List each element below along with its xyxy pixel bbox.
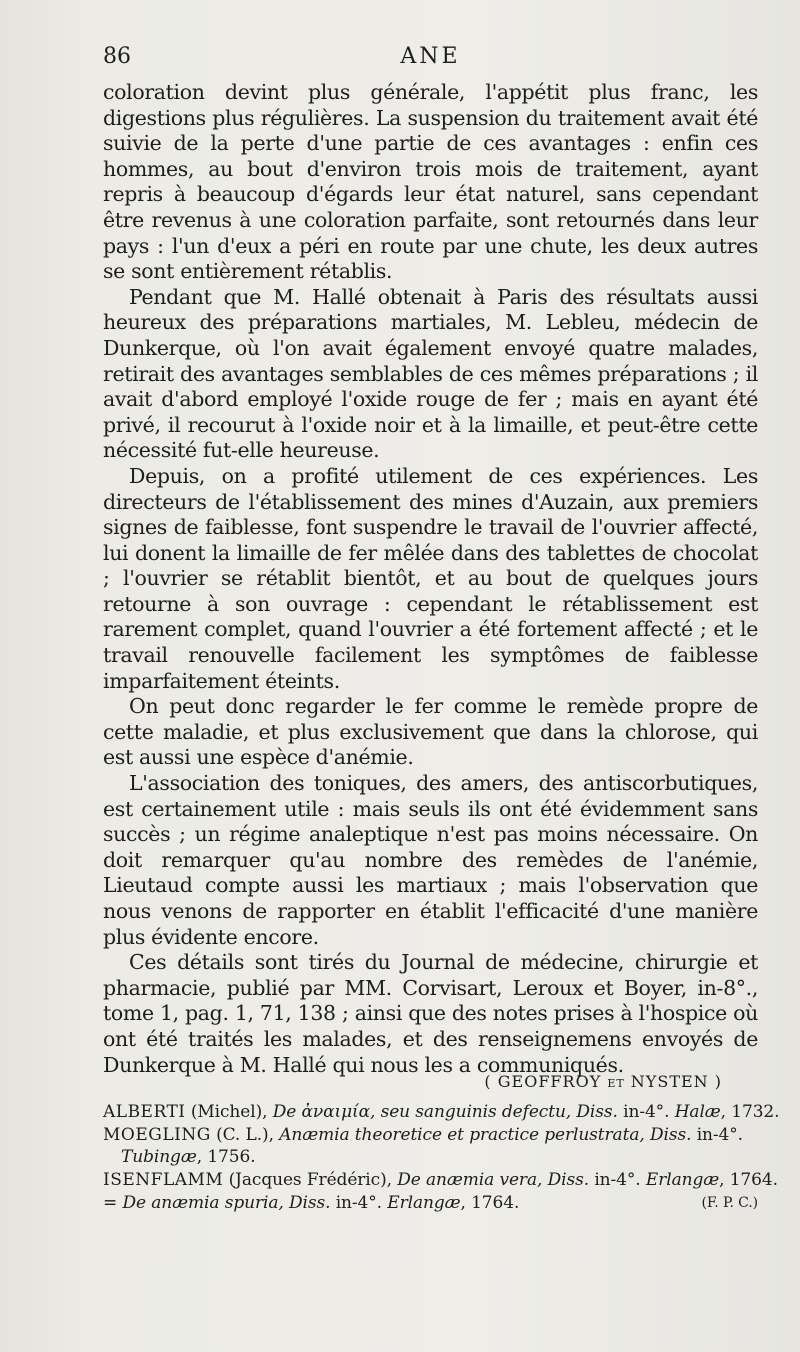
bibliography [103, 1101, 783, 1215]
entry-year: , 1764. [719, 1170, 778, 1190]
contributor-initials: (F. P. C.) [701, 1195, 758, 1211]
entry-format: in-4°. [589, 1170, 646, 1190]
running-title: ANE [400, 44, 461, 69]
entry-title: De anæmia vera, Diss. [397, 1170, 590, 1190]
bibliography-entry [103, 1101, 783, 1123]
entry-place: Halæ [674, 1102, 721, 1122]
article-body [103, 80, 758, 1078]
bibliography-entry [103, 1124, 783, 1168]
bibliography-entry [103, 1192, 783, 1214]
paragraph: Depuis, on a profité utilement de ces expériences. Les directeurs de l'établissement des mines d'Auzain, aux premiers signes de faiblesse, font suspendre le travail de l'ouvrier affecté, lui donent la limaille de fer mêlée dans des tablettes de chocolat ; l'ouvrier se rétablit bientôt, et au bout de quelques jours retourne à son ouvrage : cependant le rétablissement est rarement complet, quand l'ouvrier a été fortement affecté ; et le travail renouvelle facilement les symptômes de faiblesse imparfaitement éteints. [103, 463, 758, 693]
entry-author-detail: (Michel), [185, 1102, 273, 1122]
entry-format: in-4°. [617, 1102, 675, 1122]
paragraph: coloration devint plus générale, l'appétit plus franc, les digestions plus régulières. La suspension du traitement avait été suivie de la perte d'une partie de ces avantages : enfin ces hommes, au bout d'environ trois mois de traitement, ayant repris à beaucoup d'égards leur état naturel, sans cependant être revenus à une coloration parfaite, sont retournés dans leur pays : l'un d'eux a péri en route par une chute, les deux autres se sont entièrement rétablis. [103, 80, 758, 284]
entry-author: ALBERTI [103, 1102, 186, 1122]
entry-place: Tubingæ [121, 1147, 197, 1167]
entry-author: MOEGLING [103, 1125, 211, 1145]
entry-title: De anæmia spuria, Diss. [122, 1193, 331, 1213]
paragraph: Ces détails sont tirés du Journal de médecine, chirurgie et pharmacie, publié par MM. Corvisart, Leroux et Boyer, in-8°., tome 1, pag. 1, 71, 138 ; ainsi que des notes prises à l'hospice où ont été traités les malades, et des renseignemens envoyés de Dunkerque à M. Hallé qui nous les a communiqués. [103, 950, 758, 1077]
paragraph: On peut donc regarder le fer comme le remède propre de cette maladie, et plus exclusivement que dans la chlorose, qui est aussi une espèce d'anémie. [103, 694, 758, 770]
entry-year: , 1732. [720, 1102, 780, 1122]
entry-author: ISENFLAMM [103, 1170, 224, 1190]
entry-title: De ἀναιμία, seu sanguinis defectu, Diss. [272, 1102, 618, 1122]
entry-author-detail: (Jacques Frédéric), [223, 1170, 398, 1190]
entry-year: , 1756. [196, 1147, 256, 1167]
paragraph: L'association des toniques, des amers, des antiscorbutiques, est certainement utile : mais seuls ils ont été évidemment sans succès ; un régime analeptique n'est pas moins nécessaire. On doit remarquer qu'au nombre des remèdes de l'anémie, Lieutaud compte aussi les martiaux ; mais l'observation que nous venons de rapporter en établit l'efficacité d'une manière plus évidente encore. [103, 771, 758, 949]
paragraph: Pendant que M. Hallé obtenait à Paris des résultats aussi heureux des préparations martiales, M. Lebleu, médecin de Dunkerque, où l'on avait également envoyé quatre malades, retirait des avantages semblables de ces mêmes préparations ; il avait d'abord employé l'oxide rouge de fer ; mais en ayant été privé, il recourut à l'oxide noir et à la limaille, et peut-être cette nécessité fut-elle heureuse. [103, 284, 758, 463]
entry-place: Erlangæ [645, 1170, 720, 1190]
entry-title: Anæmia theoretice et practice perlustrata, Diss. [279, 1125, 692, 1145]
entry-author-detail: (C. L.), [210, 1125, 280, 1145]
bibliography-entry [103, 1169, 783, 1191]
entry-ditto-mark: = [103, 1193, 118, 1213]
entry-format: in-4°. [330, 1193, 388, 1213]
page-header [103, 44, 758, 76]
page-number: 86 [103, 44, 131, 69]
article-authors: ( GEOFFROY et NYSTEN ) [484, 1072, 722, 1091]
entry-format: in-4°. [691, 1125, 743, 1145]
entry-year: , 1764. [460, 1193, 520, 1213]
entry-place: Erlangæ [387, 1193, 461, 1213]
